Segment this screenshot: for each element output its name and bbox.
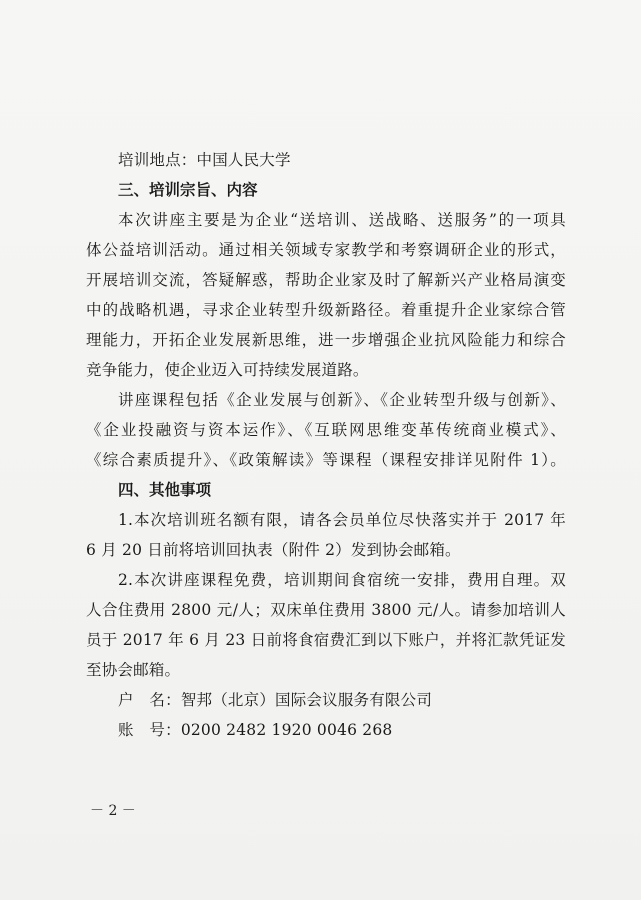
section-3-para1-line5: 理能力，开拓企业发展新思维，进一步增强企业抗风险能力和综合	[86, 331, 566, 349]
account-number-row	[86, 715, 566, 745]
section-4-item2-line4: 至协会邮箱。	[86, 661, 181, 679]
account-name-value: 智邦（北京）国际会议服务有限公司	[180, 691, 433, 709]
page-number: － 2 －	[90, 803, 136, 819]
training-location: 培训地点：中国人民大学	[118, 151, 291, 169]
section-3-heading: 三、培训宗旨、内容	[118, 181, 258, 199]
section-3-para1-line4: 中的战略机遇，寻求企业转型升级新路径。着重提升企业家综合管	[86, 301, 566, 319]
account-name-label: 户 名：	[118, 691, 181, 709]
section-3-para2-line3: 《综合素质提升》、《政策解读》等课程（课程安排详见附件 1）。	[86, 451, 566, 469]
section-4-item2-line3: 员于 2017 年 6 月 23 日前将食宿费汇到以下账户，并将汇款凭证发	[86, 631, 566, 649]
section-3-para1-line1: 本次讲座主要是为企业“送培训、送战略、送服务”的一项具	[118, 211, 566, 229]
account-name-row	[86, 685, 566, 715]
section-3-para1-line6: 竞争能力，使企业迈入可持续发展道路。	[86, 361, 369, 379]
account-number-label: 账 号：	[118, 721, 181, 739]
section-4-item1-line1: 1.本次培训班名额有限，请各会员单位尽快落实并于 2017 年	[118, 511, 566, 529]
section-3-para1-line3: 开展培训交流，答疑解惑，帮助企业家及时了解新兴产业格局演变	[86, 271, 566, 289]
section-3-para2-line1: 讲座课程包括《企业发展与创新》、《企业转型升级与创新》、	[118, 391, 566, 409]
document-body	[86, 145, 566, 745]
section-4-item2-line1: 2.本次讲座课程免费，培训期间食宿统一安排，费用自理。双	[118, 571, 566, 589]
section-4-heading: 四、其他事项	[118, 481, 212, 499]
section-4-item1-line2: 6 月 20 日前将培训回执表（附件 2）发到协会邮箱。	[86, 541, 461, 559]
section-3-para2-line2: 《企业投融资与资本运作》、《互联网思维变革传统商业模式》、	[86, 421, 566, 439]
section-4-item2-line2: 人合住费用 2800 元/人；双床单住费用 3800 元/人。请参加培训人	[86, 601, 566, 619]
account-number-value: 0200 2482 1920 0046 268	[180, 721, 393, 739]
section-3-para1-line2: 体公益培训活动。通过相关领域专家教学和考察调研企业的形式，	[86, 241, 566, 259]
